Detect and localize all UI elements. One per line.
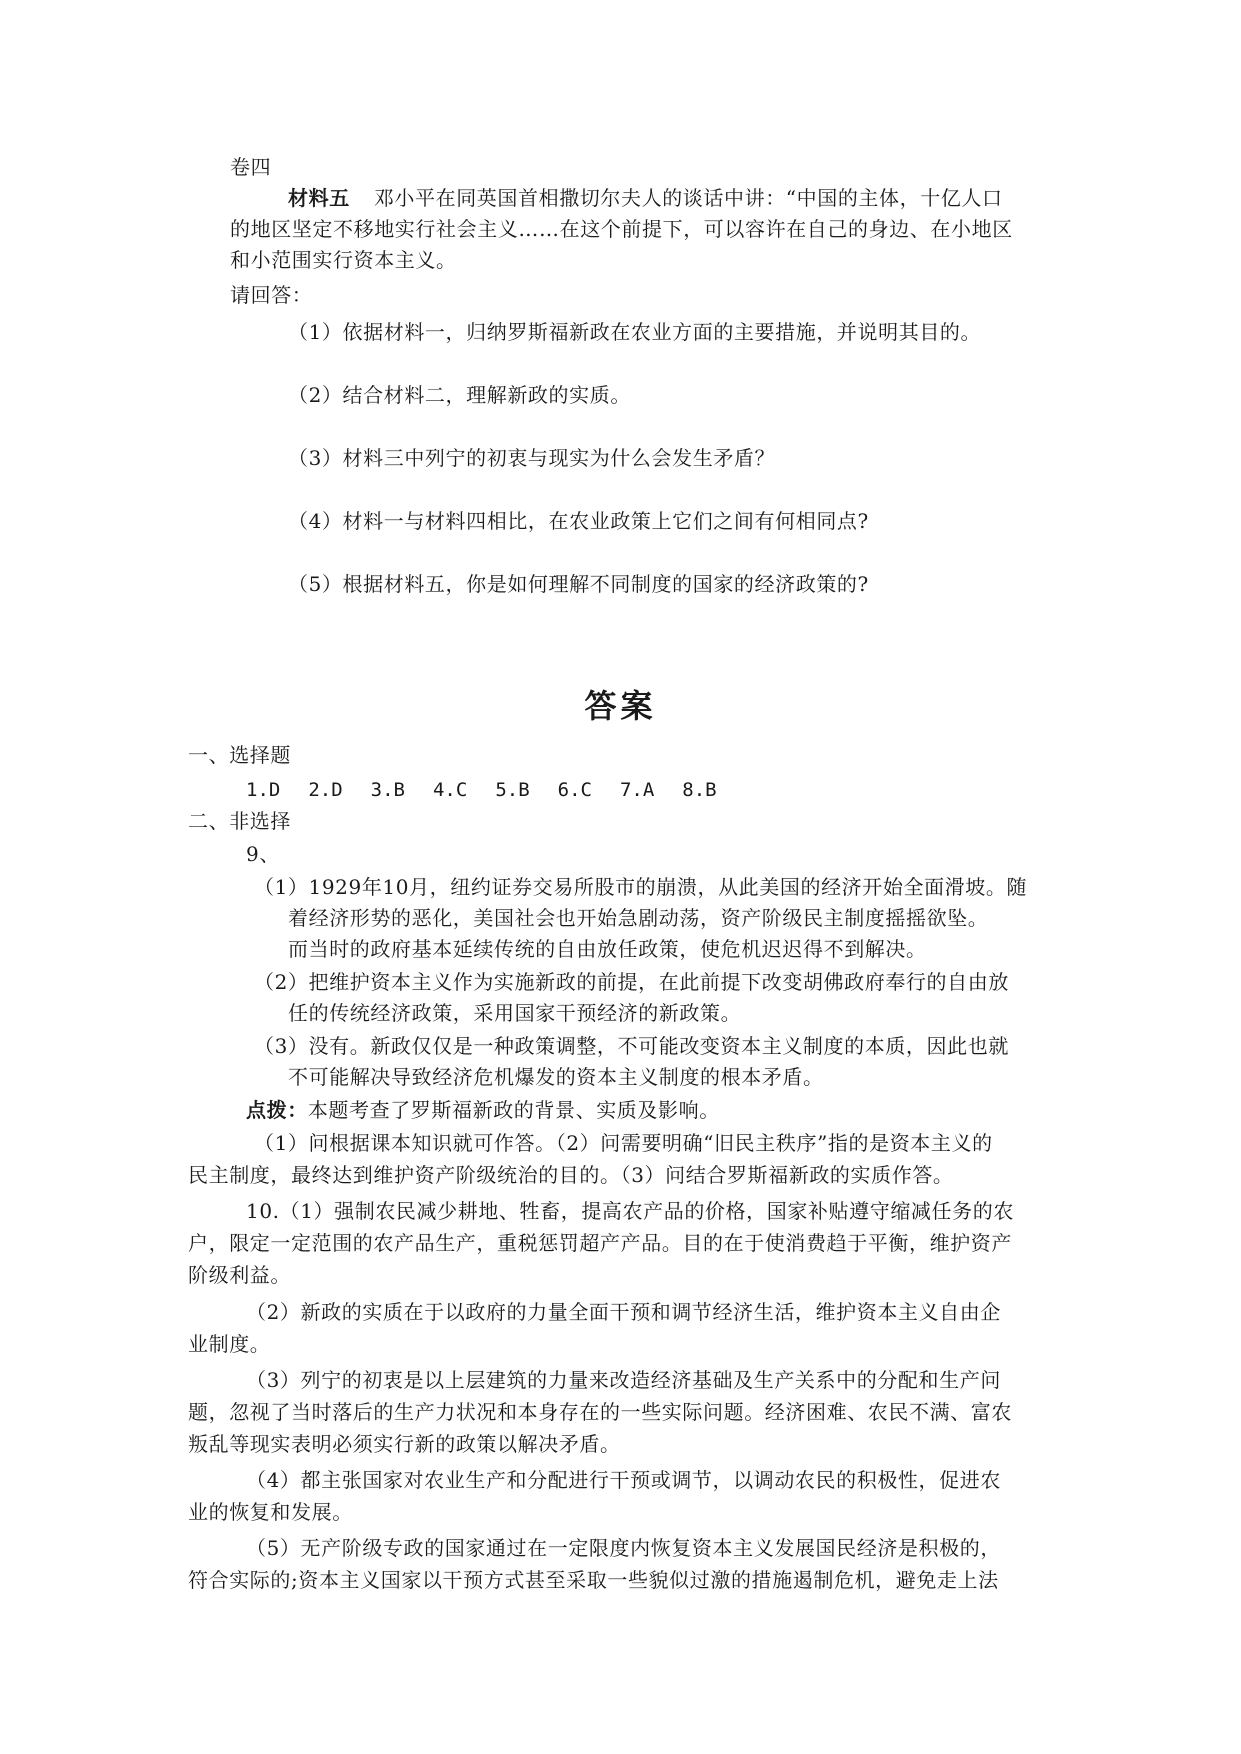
q10-answer-line: 题，忽视了当时落后的生产力状况和本身存在的一些实际问题。经济困难、农民不满、富农 bbox=[188, 1400, 1012, 1424]
q9-answer-line: 任的传统经济政策，采用国家干预经济的新政策。 bbox=[288, 1001, 742, 1025]
tip-text: 本题考查了罗斯福新政的背景、实质及影响。 bbox=[307, 1098, 720, 1122]
q9-answer-line: 着经济形势的恶化，美国社会也开始急剧动荡，资产阶级民主制度摇摇欲坠。 bbox=[288, 906, 989, 930]
question-item: （1）依据材料一，归纳罗斯福新政在农业方面的主要措施，并说明其目的。 bbox=[288, 320, 982, 344]
question-item: （3）材料三中列宁的初衷与现实为什么会发生矛盾？ bbox=[288, 446, 776, 470]
q10-answer-line: 符合实际的;资本主义国家以干预方式甚至采取一些貌似过激的措施遏制危机，避免走上法 bbox=[188, 1568, 999, 1592]
material5-text-line: 的地区坚定不移地实行社会主义……在这个前提下，可以容许在自己的身边、在小地区 bbox=[230, 217, 1013, 241]
choice-answer: 8.B bbox=[682, 779, 717, 801]
tip-line bbox=[246, 1095, 720, 1125]
material5-text-line: 邓小平在同英国首相撒切尔夫人的谈话中讲：“中国的主体，十亿人口 bbox=[373, 186, 1003, 210]
material5-text-line: 和小范围实行资本主义。 bbox=[230, 248, 457, 272]
q10-answer-line: 10.（1）强制农民减少耕地、牲畜，提高农产品的价格，国家补贴遵守缩减任务的农 bbox=[246, 1199, 1014, 1223]
q9-answer-line: （2）把维护资本主义作为实施新政的前提，在此前提下改变胡佛政府奉行的自由放 bbox=[254, 970, 1009, 994]
q9-answer-line: 不可能解决导致经济危机爆发的资本主义制度的根本矛盾。 bbox=[288, 1065, 824, 1089]
q10-answer-line: 叛乱等现实表明必须实行新的政策以解决矛盾。 bbox=[188, 1432, 621, 1456]
question-item: （5）根据材料五，你是如何理解不同制度的国家的经济政策的? bbox=[288, 572, 869, 596]
q9-answer-line: （3）没有。新政仅仅是一种政策调整，不可能改变资本主义制度的本质，因此也就 bbox=[254, 1034, 1009, 1058]
q9-answer-line: （1）1929年10月，纽约证券交易所股市的崩溃，从此美国的经济开始全面滑坡。随 bbox=[254, 875, 1028, 899]
choice-answer: 3.B bbox=[370, 779, 405, 801]
choice-answer: 2.D bbox=[308, 779, 343, 801]
tip-label: 点拨： bbox=[246, 1098, 308, 1122]
choice-answer: 5.B bbox=[495, 779, 530, 801]
tip-explanation-line: （1）问根据课本知识就可作答。（2）问需要明确“旧民主秩序”指的是资本主义的 bbox=[254, 1131, 993, 1155]
choice-answer: 7.A bbox=[619, 779, 655, 801]
material5-label: 材料五 bbox=[288, 186, 350, 210]
choice-answer: 1.D bbox=[246, 779, 281, 801]
choice-answers bbox=[246, 775, 745, 805]
q10-answer-line: （4）都主张国家对农业生产和分配进行干预或调节，以调动农民的积极性，促进农 bbox=[246, 1468, 1001, 1492]
choice-answer: 4.C bbox=[432, 779, 468, 801]
q10-answer-line: （3）列宁的初衷是以上层建筑的力量来改造经济基础及生产关系中的分配和生产问 bbox=[246, 1368, 1001, 1392]
q10-answer-line: （5）无产阶级专政的国家通过在一定限度内恢复资本主义发展国民经济是积极的， bbox=[246, 1536, 1001, 1560]
question-item: （4）材料一与材料四相比，在农业政策上它们之间有何相同点? bbox=[288, 509, 869, 533]
section-heading-choice: 一、选择题 bbox=[188, 743, 291, 767]
question-item: （2）结合材料二，理解新政的实质。 bbox=[288, 383, 631, 407]
question-number: 9、 bbox=[246, 842, 280, 866]
part-label: 卷四 bbox=[230, 155, 272, 179]
q10-answer-line: （2）新政的实质在于以政府的力量全面干预和调节经济生活，维护资本主义自由企 bbox=[246, 1300, 1001, 1324]
q9-answer-line: 而当时的政府基本延续传统的自由放任政策，使危机迟迟得不到解决。 bbox=[288, 937, 927, 961]
q10-answer-line: 户，限定一定范围的农产品生产，重税惩罚超产产品。目的在于使消费趋于平衡，维护资产 bbox=[188, 1231, 1012, 1255]
answer-key-title: 答案 bbox=[584, 687, 657, 725]
section-heading-nonchoice: 二、非选择 bbox=[188, 809, 291, 833]
answer-prompt: 请回答： bbox=[230, 283, 313, 307]
q10-answer-line: 业的恢复和发展。 bbox=[188, 1500, 353, 1524]
choice-answer: 6.C bbox=[557, 779, 592, 801]
material5-first-line bbox=[288, 183, 1003, 213]
q10-answer-line: 业制度。 bbox=[188, 1332, 271, 1356]
tip-explanation-line: 民主制度，最终达到维护资产阶级统治的目的。（3）问结合罗斯福新政的实质作答。 bbox=[188, 1163, 954, 1187]
q10-answer-line: 阶级利益。 bbox=[188, 1263, 291, 1287]
